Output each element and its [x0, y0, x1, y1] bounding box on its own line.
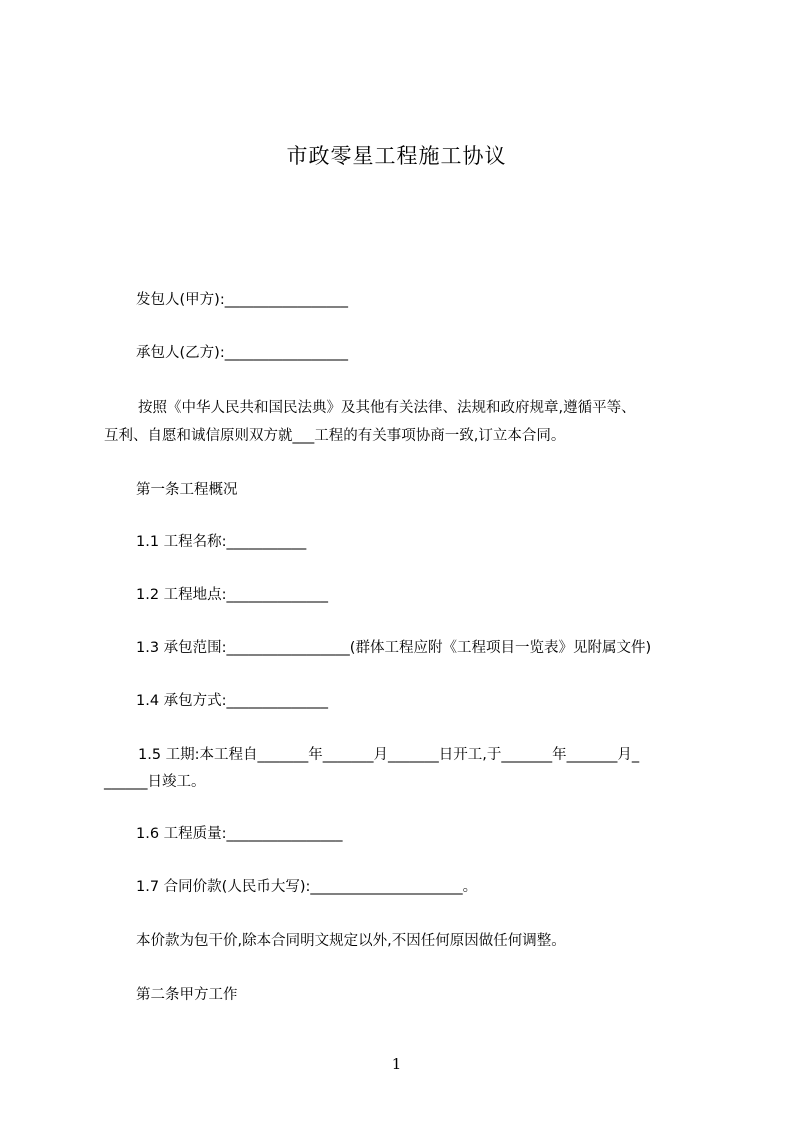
preamble-line-2: 互利、自愿和诚信原则双方就___工程的有关事项协商一致,订立本合同。 — [104, 428, 566, 444]
contract-scope-line: 1.3 承包范围:_________________(群体工程应附《工程项目一览表》见附属文件) — [136, 640, 652, 656]
employer-line: 发包人(甲方):_________________ — [136, 292, 348, 308]
article-2-heading: 第二条甲方工作 — [136, 987, 238, 1003]
document-title: 市政零星工程施工协议 — [286, 144, 507, 168]
contract-method-line: 1.4 承包方式:______________ — [136, 693, 329, 709]
project-location-line: 1.2 工程地点:______________ — [136, 587, 329, 603]
contractor-line: 承包人(乙方):_________________ — [136, 345, 348, 361]
preamble-line-1: 按照《中华人民共和国民法典》及其他有关法律、法规和政府规章,遵循平等、 — [138, 400, 636, 416]
contract-price-line: 1.7 合同价款(人民币大写):_____________________。 — [136, 879, 478, 895]
schedule-line-2: ______日竣工。 — [104, 774, 206, 790]
price-note-line: 本价款为包干价,除本合同明文规定以外,不因任何原因做任何调整。 — [136, 933, 566, 949]
page-number: 1 — [391, 1055, 402, 1073]
quality-line: 1.6 工程质量:________________ — [136, 826, 343, 842]
article-1-heading: 第一条工程概况 — [136, 482, 238, 498]
schedule-line-1: 1.5 工期:本工程自_______年_______月_______日开工,于_______年_______月_ — [138, 747, 640, 763]
project-name-line: 1.1 工程名称:___________ — [136, 534, 307, 550]
